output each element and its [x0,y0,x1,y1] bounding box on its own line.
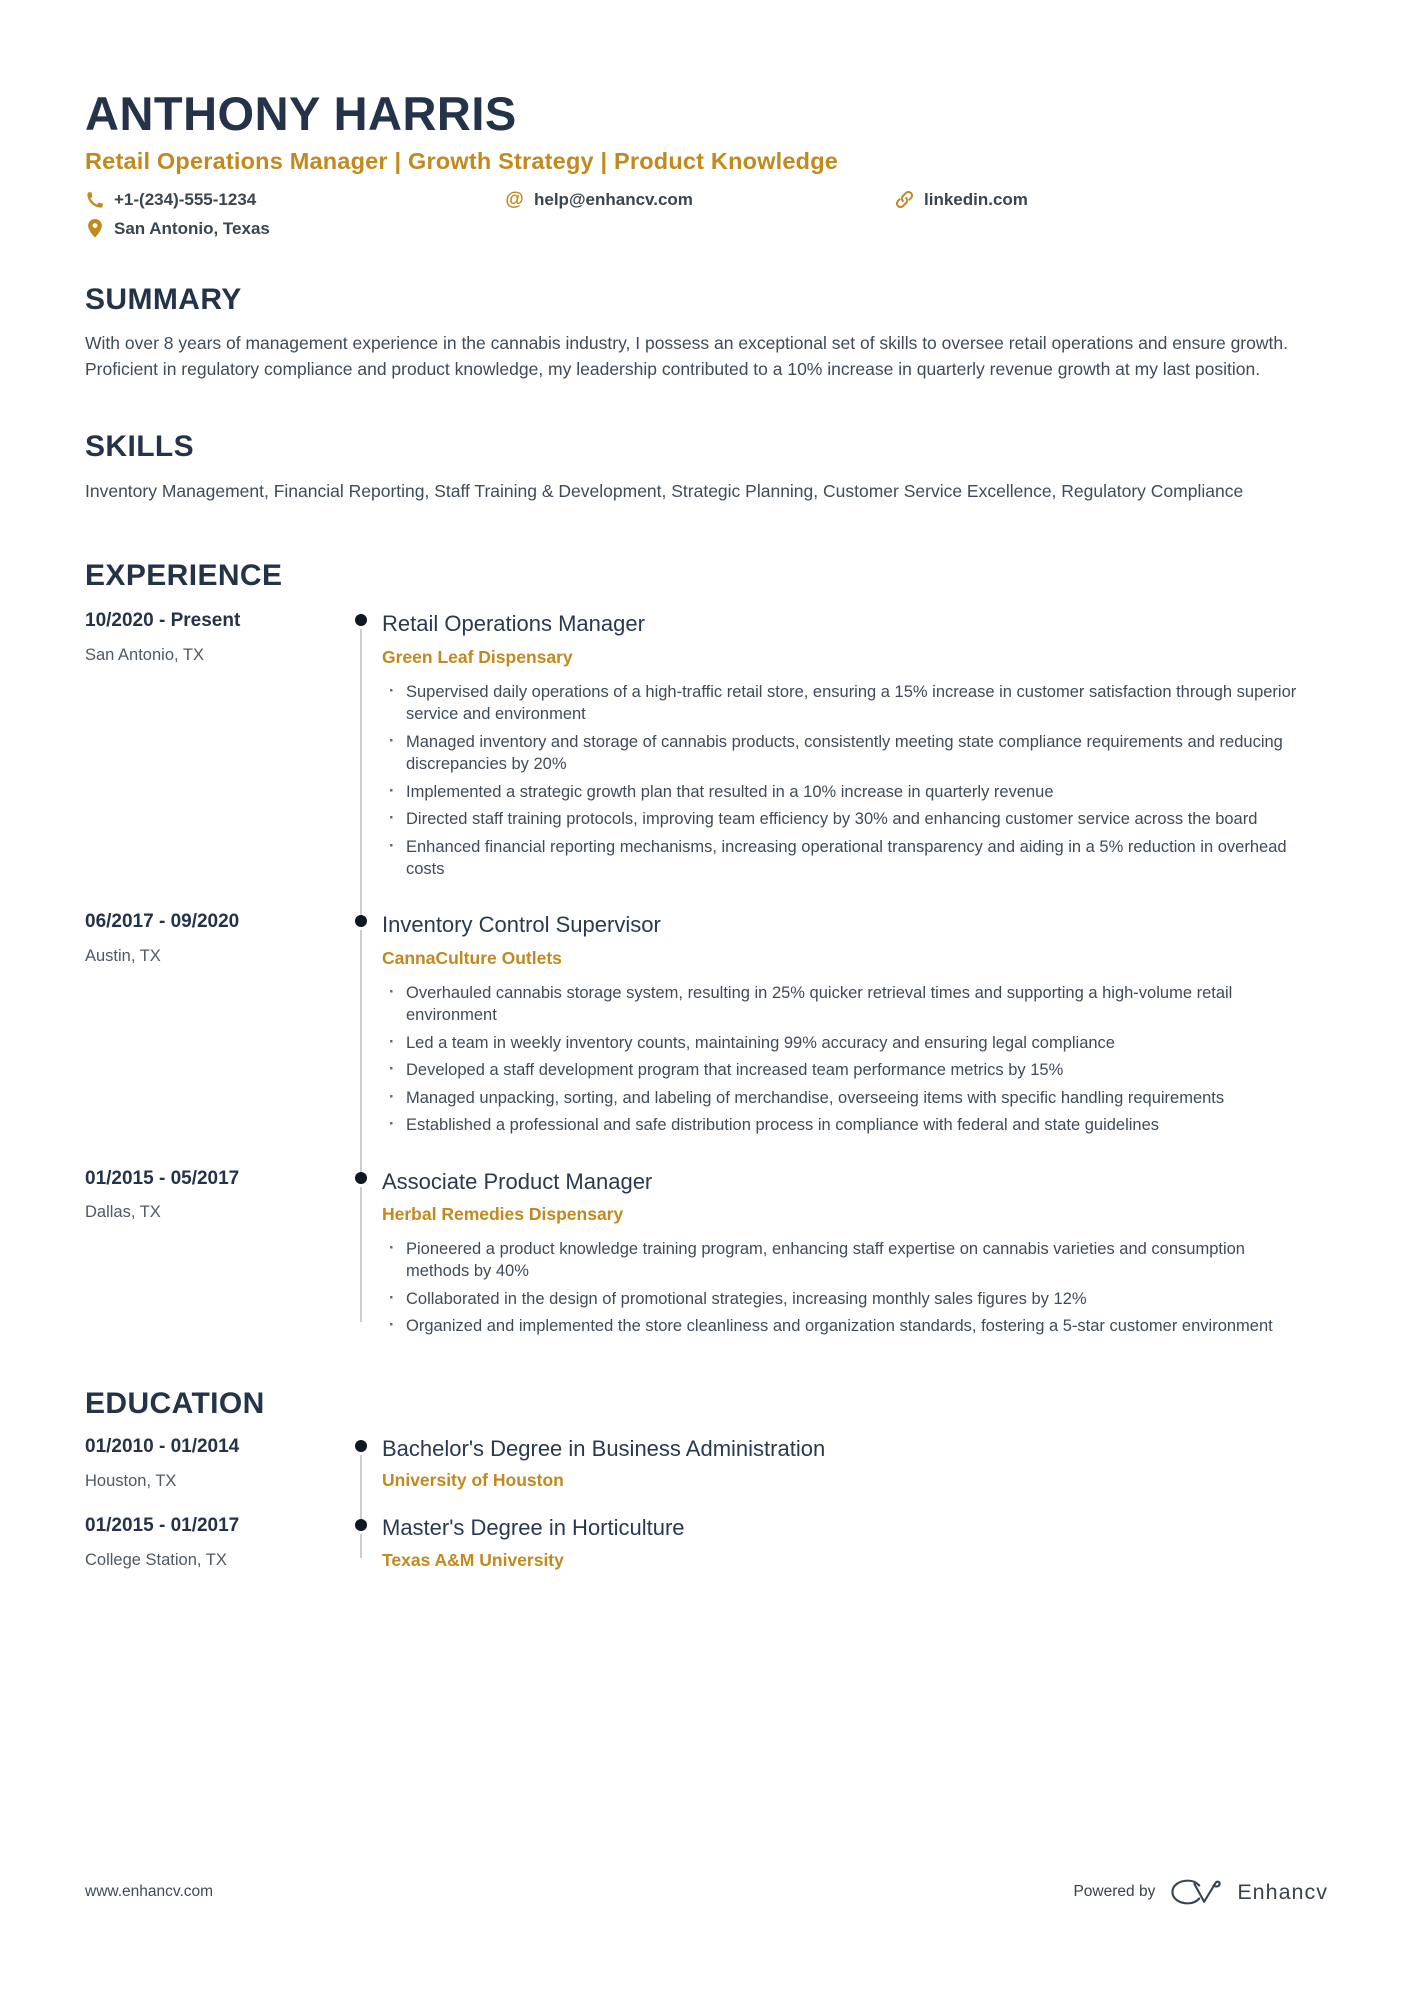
timeline-line [360,1187,362,1322]
job-bullet: · Overhauled cannabis storage system, resulting in 25% quicker retrieval times and supporting a high-volume retail environment [382,982,1302,1027]
job-bullet: · Enhanced financial reporting mechanisms, increasing operational transparency and aiding in a 5% reduction in overhead costs [382,836,1302,881]
degree-title: Master's Degree in Horticulture [382,1515,685,1541]
timeline [340,1515,382,1570]
job-title: Inventory Control Supervisor [382,912,661,938]
job-bullets [382,982,1325,1137]
experience-entry-meta [85,911,340,1141]
timeline [340,1168,382,1343]
enhancv-logo-icon [1170,1878,1222,1906]
experience-entry-meta [85,1168,340,1343]
job-bullet: · Managed inventory and storage of cannabis products, consistently meeting state compliance requirements and reducing discrepancies by 20% [382,731,1302,776]
job-title: Retail Operations Manager [382,611,645,637]
education-entry-meta [85,1515,340,1570]
school-name: University of Houston [382,1470,564,1491]
timeline-dot [355,1440,367,1452]
timeline-dot [355,1519,367,1531]
education-entry [85,1436,1325,1491]
school-name: Texas A&M University [382,1549,564,1570]
experience-dates: 01/2015 - 05/2017 [85,1167,240,1189]
experience-entry [85,911,1325,1141]
brand-name: Enhancv [1237,1879,1328,1904]
timeline [340,1436,382,1491]
education-location: Houston, TX [85,1471,177,1490]
timeline [340,610,382,885]
job-bullet: · Implemented a strategic growth plan that resulted in a 10% increase in quarterly revenue [382,781,1302,803]
job-bullet: · Established a professional and safe distribution process in compliance with federal and state guidelines [382,1114,1302,1136]
skills-heading: SKILLS [85,429,195,463]
education-dates: 01/2010 - 01/2014 [85,1435,240,1457]
timeline-dot [355,1172,367,1184]
education-dates: 01/2015 - 01/2017 [85,1515,240,1537]
education-heading: EDUCATION [85,1386,265,1420]
contact-location-text: San Antonio, Texas [114,218,270,238]
job-bullet: · Led a team in weekly inventory counts, maintaining 99% accuracy and ensuring legal compliance [382,1032,1302,1054]
education-entry-body [382,1515,1325,1570]
skills-section [85,430,1325,505]
experience-dates: 06/2017 - 09/2020 [85,911,240,933]
footer-website-link[interactable]: www.enhancv.com [85,1883,214,1900]
education-entry [85,1515,1325,1570]
experience-entry-body [382,610,1325,885]
contact-email-text[interactable]: help@enhancv.com [534,189,693,209]
contact-phone [85,190,505,210]
experience-location: Austin, TX [85,947,161,966]
company-name: CannaCulture Outlets [382,947,562,968]
education-entry-meta [85,1436,340,1491]
job-bullet: · Directed staff training protocols, improving team efficiency by 30% and enhancing customer service across the board [382,808,1302,830]
powered-by-group [1073,1878,1328,1906]
experience-dates: 10/2020 - Present [85,610,241,632]
company-name: Herbal Remedies Dispensary [382,1204,624,1225]
experience-entry-body [382,1168,1325,1343]
contact-email[interactable] [505,190,895,210]
location-pin-icon [85,219,104,238]
job-bullet: · Managed unpacking, sorting, and labeling of merchandise, overseeing items with specific handling requirements [382,1087,1302,1109]
job-bullet: · Organized and implemented the store cleanliness and organization standards, fostering a 5-star customer environment [382,1315,1302,1337]
powered-by-label: Powered by [1073,1883,1156,1900]
experience-entry-meta [85,610,340,885]
timeline-line [360,629,362,917]
summary-section [85,283,1325,383]
experience-heading: EXPERIENCE [85,559,283,593]
contact-info [85,190,1325,239]
skills-text: Inventory Management, Financial Reporting, Staff Training & Development, Strategic Planning, Customer Service Excellence, Regulatory Compliance [85,480,1244,501]
contact-phone-text: +1-(234)-555-1234 [114,189,257,209]
job-bullet: · Developed a staff development program that increased team performance metrics by 15% [382,1059,1302,1081]
page-footer [85,1878,1328,1906]
candidate-role: Retail Operations Manager | Growth Strategy | Product Knowledge [85,147,839,174]
timeline-line [360,1455,362,1523]
timeline-line [360,1534,362,1558]
experience-entry [85,1168,1325,1343]
summary-text: With over 8 years of management experience in the cannabis industry, I possess an exceptional set of skills to oversee retail operations and ensure growth. Proficient in regulatory compliance and product knowledge, my leadership contributed to a 10% increase in quarterly revenue growth at my last position. [85,332,1288,380]
job-bullets [382,681,1325,881]
education-entry-body [382,1436,1325,1491]
contact-link-text[interactable]: linkedin.com [924,189,1028,209]
job-title: Associate Product Manager [382,1168,653,1194]
resume-header [85,88,1325,239]
job-bullet: · Collaborated in the design of promotional strategies, increasing monthly sales figures by 12% [382,1288,1302,1310]
education-location: College Station, TX [85,1550,227,1569]
experience-entry-body [382,911,1325,1141]
timeline-dot [355,915,367,927]
experience-location: Dallas, TX [85,1203,161,1222]
degree-title: Bachelor's Degree in Business Administration [382,1435,826,1461]
link-icon [895,190,914,209]
experience-entry [85,610,1325,885]
job-bullets [382,1238,1325,1338]
timeline-dot [355,614,367,626]
contact-link[interactable] [895,190,1325,210]
company-name: Green Leaf Dispensary [382,646,573,667]
candidate-name: ANTHONY HARRIS [85,87,517,140]
timeline [340,911,382,1141]
summary-heading: SUMMARY [85,282,242,316]
job-bullet: · Supervised daily operations of a high-traffic retail store, ensuring a 15% increase in customer satisfaction through superior service and environment [382,681,1302,726]
timeline-line [360,930,362,1173]
at-icon: @ [505,188,524,210]
phone-icon [85,190,104,209]
experience-section [85,559,1325,1342]
education-section [85,1387,1325,1571]
contact-location [85,219,1325,239]
job-bullet: · Pioneered a product knowledge training program, enhancing staff expertise on cannabis varieties and consumption methods by 40% [382,1238,1302,1283]
experience-location: San Antonio, TX [85,646,204,665]
